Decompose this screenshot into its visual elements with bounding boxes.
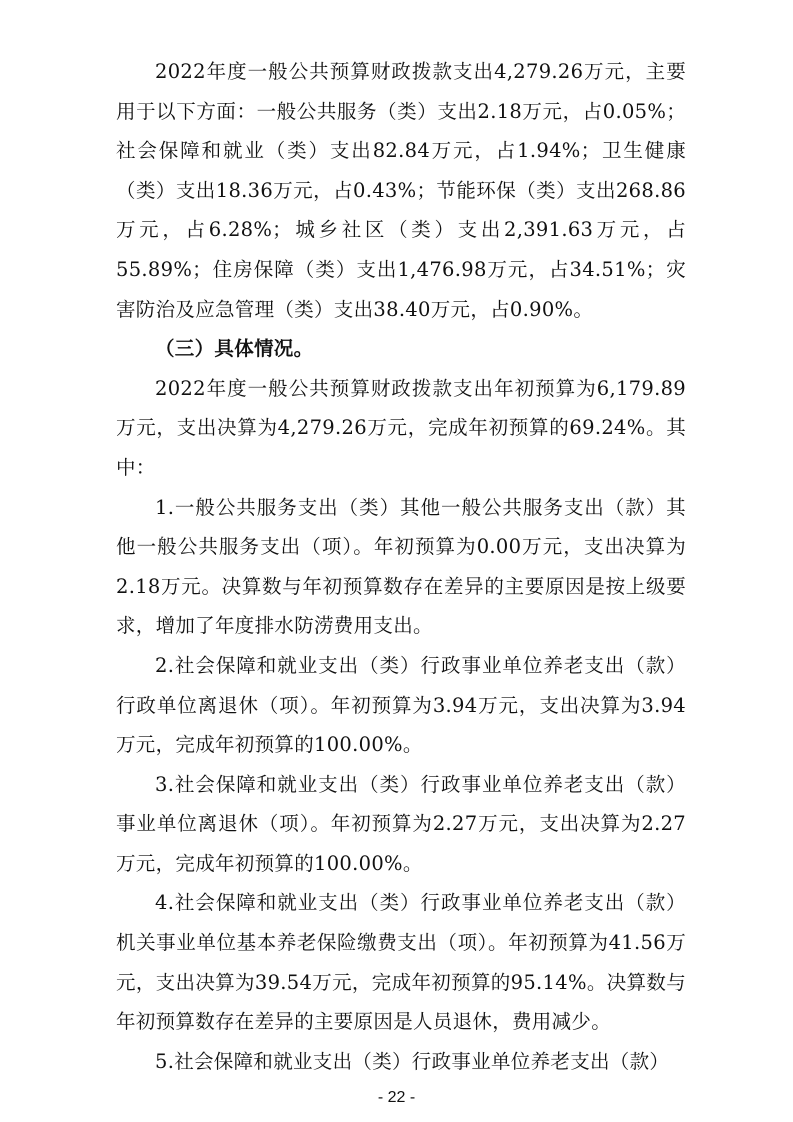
paragraph-expenditure-summary: 2022年度一般公共预算财政拨款支出4,279.26万元，主要用于以下方面：一般公共服务（类）支出2.18万元，占0.05%；社会保障和就业（类）支出82.84万元，占1.94%；卫生健康（类）支出18.36万元，占0.43%；节能环保（类）支出268.86万元，占6.28%；城乡社区（类）支出2,391.63万元，占55.89%；住房保障（类）支出1,476.98万元，占34.51%；灾害防治及应急管理（类）支出38.40万元，占0.90%。 xyxy=(116,60,686,321)
paragraph-item-4: 4.社会保障和就业支出（类）行政事业单位养老支出（款）机关事业单位基本养老保险缴费支出（项）。年初预算为41.56万元，支出决算为39.54万元，完成年初预算的95.14%。决算数与年初预算数存在差异的主要原因是人员退休，费用减少。 xyxy=(116,891,686,1034)
section-heading-details: （三）具体情况。 xyxy=(155,337,314,361)
document-body xyxy=(116,52,686,1081)
paragraph-item-3: 3.社会保障和就业支出（类）行政事业单位养老支出（款）事业单位离退休（项）。年初预算为2.27万元，支出决算为2.27万元，完成年初预算的100.00%。 xyxy=(116,772,686,875)
paragraph-budget-overview: 2022年度一般公共预算财政拨款支出年初预算为6,179.89万元，支出决算为4,279.26万元，完成年初预算的69.24%。其中： xyxy=(116,376,686,479)
paragraph-item-5: 5.社会保障和就业支出（类）行政事业单位养老支出（款） xyxy=(155,1049,670,1073)
page-number: - 22 - xyxy=(377,1089,416,1106)
paragraph-item-1: 1.一般公共服务支出（类）其他一般公共服务支出（款）其他一般公共服务支出（项）。年初预算为0.00万元，支出决算为2.18万元。决算数与年初预算数存在差异的主要原因是按上级要求，增加了年度排水防涝费用支出。 xyxy=(116,495,686,638)
paragraph-item-2: 2.社会保障和就业支出（类）行政事业单位养老支出（款）行政单位离退休（项）。年初预算为3.94万元，支出决算为3.94万元，完成年初预算的100.00%。 xyxy=(116,653,686,757)
